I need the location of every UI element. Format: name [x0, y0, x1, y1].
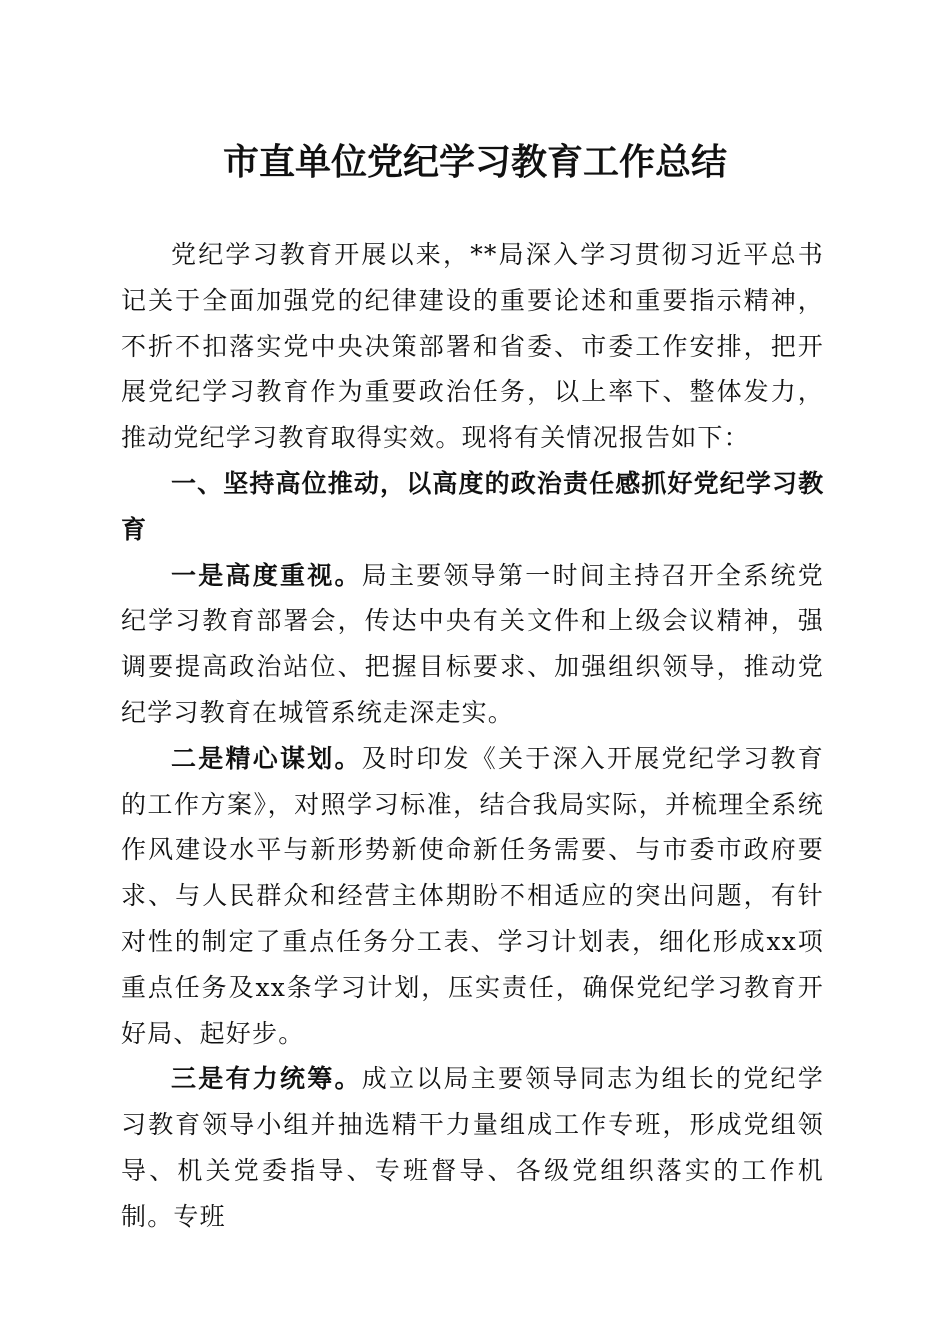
section-heading: 一、坚持高位推动，以高度的政治责任感抓好党纪学习教育 [121, 468, 824, 544]
point-text-3: 成立以局主要领导同志为组长的党纪学习教育领导小组并抽选精干力量组成工作专班，形成党组领导、机关党委指导、专班督导、各级党组织落实的工作机制。专班 [121, 1064, 824, 1231]
point-text-1: 局主要领导第一时间主持召开全系统党纪学习教育部署会，传达中央有关文件和上级会议精神，强调要提高政治站位、把握目标要求、加强组织领导，推动党纪学习教育在城管系统走深走实。 [121, 560, 824, 727]
document-body [121, 232, 824, 1240]
point-paragraph-2 [121, 736, 824, 1057]
point-lead-2: 二是精心谋划。 [171, 743, 362, 773]
document-title: 市直单位党纪学习教育工作总结 [222, 141, 727, 183]
intro-paragraph: 党纪学习教育开展以来，**局深入学习贯彻习近平总书记关于全面加强党的纪律建设的重要论述和重要指示精神，不折不扣落实党中央决策部署和省委、市委工作安排，把开展党纪学习教育作为重要政治任务，以上率下、整体发力，推动党纪学习教育取得实效。现将有关情况报告如下： [121, 240, 824, 453]
point-lead-1: 一是高度重视。 [171, 560, 362, 590]
point-paragraph-1 [121, 553, 824, 736]
point-lead-3: 三是有力统筹。 [171, 1064, 362, 1094]
point-text-2: 及时印发《关于深入开展党纪学习教育的工作方案》，对照学习标准，结合我局实际，并梳理全系统作风建设水平与新形势新使命新任务需要、与市委市政府要求、与人民群众和经营主体期盼不相适应的突出问题，有针对性的制定了重点任务分工表、学习计划表，细化形成xx项重点任务及xx条学习计划，压实责任，确保党纪学习教育开好局、起好步。 [121, 743, 824, 1048]
point-paragraph-3 [121, 1056, 824, 1239]
